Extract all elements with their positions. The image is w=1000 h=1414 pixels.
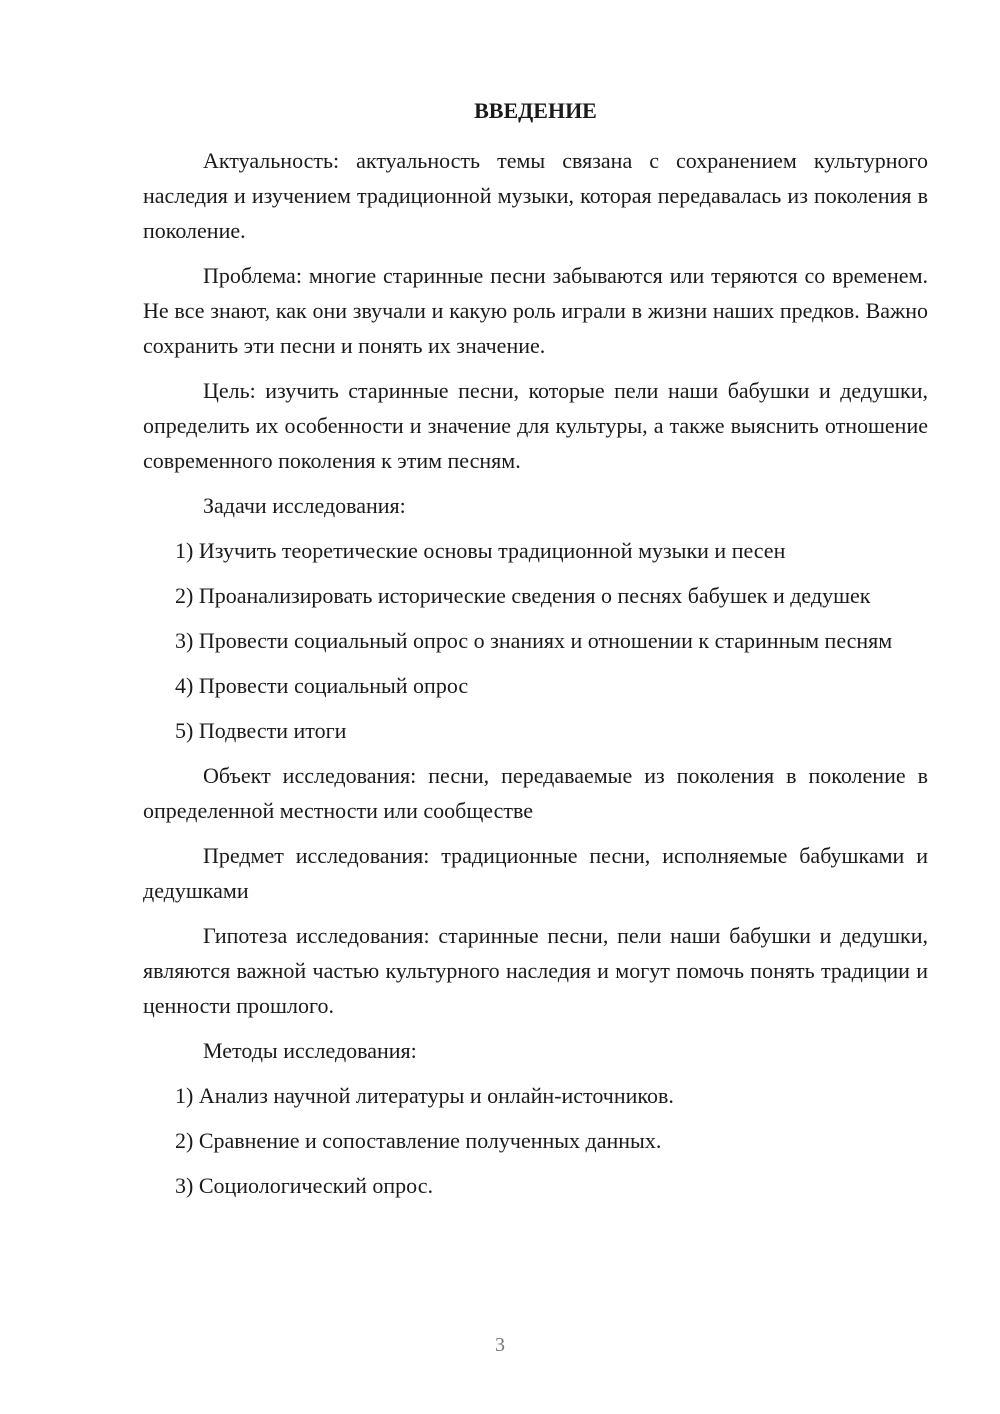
task-item: 4) Провести социальный опрос — [175, 673, 469, 698]
methods-heading: Методы исследования: — [203, 1038, 417, 1063]
task-item: 2) Проанализировать исторические сведения о песнях бабушек и дедушек — [175, 583, 871, 608]
object-paragraph: Объект исследования: песни, передаваемые из поколения в поколение в определенной местности или сообществе — [143, 763, 928, 823]
relevance-paragraph: Актуальность: актуальность темы связана с сохранением культурного наследия и изучением традиционной музыки, которая передавалась из поколения в поколение. — [143, 148, 928, 243]
task-item: 3) Провести социальный опрос о знаниях и отношении к старинным песням — [175, 628, 893, 653]
method-item: 2) Сравнение и сопоставление полученных данных. — [175, 1128, 662, 1153]
task-item: 5) Подвести итоги — [175, 718, 347, 743]
goal-paragraph: Цель: изучить старинные песни, которые пели наши бабушки и дедушки, определить их особенности и значение для культуры, а также выяснить отношение современного поколения к этим песням. — [143, 378, 928, 473]
tasks-heading: Задачи исследования: — [203, 493, 406, 518]
method-item: 3) Социологический опрос. — [175, 1173, 433, 1198]
page-number: 3 — [495, 1334, 505, 1356]
page-content — [143, 97, 928, 1213]
task-item: 1) Изучить теоретические основы традиционной музыки и песен — [175, 538, 786, 563]
hypothesis-paragraph: Гипотеза исследования: старинные песни, пели наши бабушки и дедушки, являются важной частью культурного наследия и могут помочь понять традиции и ценности прошлого. — [143, 923, 928, 1018]
section-title: ВВЕДЕНИЕ — [474, 98, 597, 123]
subject-paragraph: Предмет исследования: традиционные песни, исполняемые бабушками и дедушками — [143, 843, 928, 903]
method-item: 1) Анализ научной литературы и онлайн-источников. — [175, 1083, 674, 1108]
problem-paragraph: Проблема: многие старинные песни забываются или теряются со временем. Не все знают, как они звучали и какую роль играли в жизни наших предков. Важно сохранить эти песни и понять их значение. — [143, 263, 928, 358]
